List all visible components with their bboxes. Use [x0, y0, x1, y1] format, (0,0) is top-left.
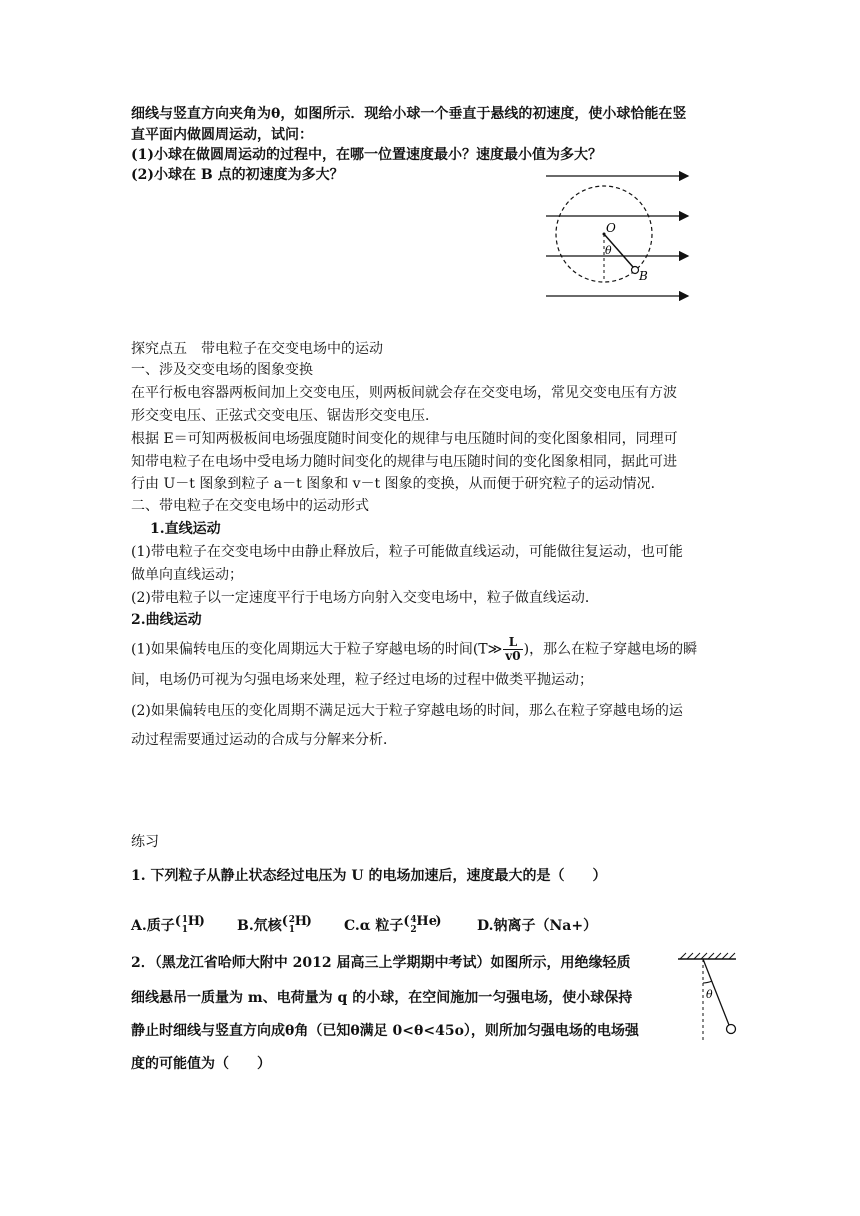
- question-2: (2)小球在 B 点的初速度为多大？: [131, 167, 344, 183]
- label-o: O: [606, 221, 616, 235]
- paragraph-2-line-1: 根据 E＝可知两极板间电场强度随时间变化的规律与电压随时间的变化图象相同，同理可: [131, 431, 678, 447]
- period-fraction: [503, 636, 522, 663]
- paragraph-2-line-2: 知带电粒子在电场中受电场力随时间变化的规律与电压随时间的变化图象相同，据此可进: [131, 454, 677, 470]
- curved-item-1-line-2: 间，电场仍可视为匀强电场来处理，粒子经过电场的过程中做类平抛运动；: [131, 672, 593, 688]
- fraction-numerator: L: [503, 636, 522, 650]
- linear-item-1-line-1: (1)带电粒子在交变电场中由静止释放后，粒子可能做直线运动，可能做往复运动，也可能: [131, 544, 683, 560]
- curved-item-1-post: )，那么在粒子穿越电场的瞬: [523, 641, 698, 658]
- part-1-heading: 一、涉及交变电场的图象变换: [131, 362, 313, 378]
- pendulum-theta-label: θ: [706, 988, 713, 1001]
- problem-intro-line-2: 直平面内做圆周运动，试问：: [131, 127, 313, 143]
- ball-b: [632, 267, 639, 274]
- practice-question-2-line-1: 2．（黑龙江省哈师大附中 2012 届高三上学期期中考试）如图所示，用绝缘轻质: [131, 955, 631, 971]
- curved-item-1-pre: (1)如果偏转电压的变化周期远大于粒子穿越电场的时间(T≫: [131, 641, 503, 658]
- label-theta: θ: [605, 244, 612, 257]
- option-a: [131, 916, 205, 936]
- paragraph-2-line-3: 行由 U－t 图象到粒子 a－t 图象和 v－t 图象的变换，从而便于研究粒子的运动情况．: [131, 476, 665, 492]
- subheading-linear-motion: 1.直线运动: [150, 521, 221, 537]
- option-b-label: B.氘核: [237, 918, 282, 934]
- option-b: [237, 916, 312, 936]
- linear-item-2: (2)带电粒子以一定速度平行于电场方向射入交变电场中，粒子做直线运动．: [131, 590, 599, 606]
- curved-item-1-line-1: [131, 636, 697, 663]
- paragraph-1-line-1: 在平行板电容器两板间加上交变电压，则两板间就会存在交变电场，常见交变电压有方波: [131, 385, 677, 401]
- linear-item-1-line-2: 做单向直线运动；: [131, 567, 243, 583]
- angle-arc: [703, 981, 712, 983]
- section-5-heading: 探究点五 带电粒子在交变电场中的运动: [131, 341, 383, 357]
- circle-field-figure: [542, 166, 702, 306]
- paragraph-1-line-2: 形交变电压、正弦式交变电压、锯齿形交变电压．: [131, 408, 439, 424]
- option-c: [344, 916, 443, 936]
- fraction-denominator: v0: [505, 649, 521, 663]
- pendulum-figure: [676, 950, 746, 1050]
- pendulum-ball: [727, 1025, 736, 1034]
- subheading-curved-motion: 2.曲线运动: [131, 612, 202, 628]
- option-d: D.钠离子（Na+）: [477, 918, 598, 934]
- label-b: B: [639, 269, 648, 283]
- practice-question-2-line-4: 度的可能值为（ ）: [131, 1056, 271, 1072]
- practice-question-2-line-3: 静止时细线与竖直方向成θ角（已知θ满足 0<θ<45o），则所加匀强电场的电场强: [131, 1023, 639, 1039]
- option-c-isotope: ( 4 2 He ): [403, 914, 442, 935]
- practice-question-2-line-2: 细线悬吊一质量为 m、电荷量为 q 的小球，在空间施加一匀强电场，使小球保持: [131, 990, 633, 1006]
- question-1: (1)小球在做圆周运动的过程中，在哪一位置速度最小？速度最小值为多大？: [131, 147, 602, 163]
- practice-heading: 练习: [131, 834, 159, 850]
- problem-intro-line-1: 细线与竖直方向夹角为θ，如图所示．现给小球一个垂直于悬线的初速度，使小球恰能在竖: [131, 106, 687, 122]
- part-2-heading: 二、带电粒子在交变电场中的运动形式: [131, 498, 369, 514]
- practice-question-1: 1. 下列粒子从静止状态经过电压为 U 的电场加速后，速度最大的是（ ）: [131, 868, 607, 884]
- option-b-isotope: ( 2 1 H ): [281, 914, 312, 935]
- option-a-label: A.质子: [131, 918, 175, 934]
- curved-item-2-line-2: 动过程需要通过运动的合成与分解来分析．: [131, 732, 397, 748]
- option-c-label: C.α 粒子: [344, 918, 404, 934]
- curved-item-2-line-1: (2)如果偏转电压的变化周期不满足远大于粒子穿越电场的时间，那么在粒子穿越电场的运: [131, 703, 683, 719]
- option-a-isotope: ( 1 1 H ): [174, 914, 205, 935]
- ceiling-hatching: [680, 953, 735, 959]
